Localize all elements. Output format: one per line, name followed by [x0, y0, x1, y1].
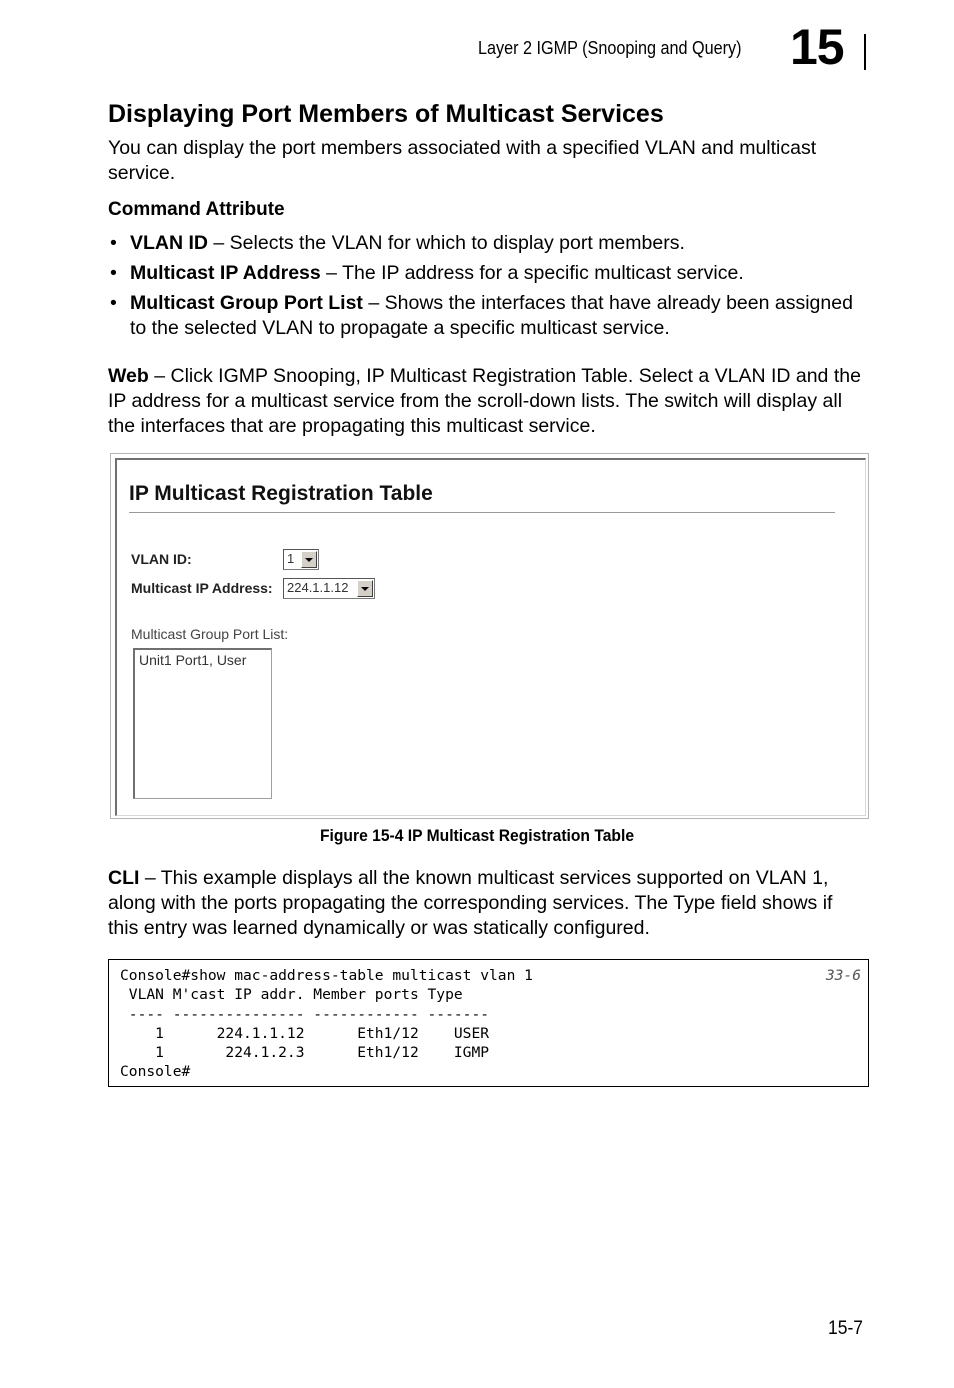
- vlan-id-value: 1: [287, 551, 295, 566]
- cli-paragraph: [108, 866, 868, 941]
- screenshot-frame: [115, 458, 866, 816]
- attribute-list: [108, 231, 868, 346]
- screenshot-figure: [110, 453, 869, 819]
- port-list-label: Multicast Group Port List:: [131, 626, 289, 642]
- command-reference: 33-6: [825, 967, 861, 984]
- vlan-id-select[interactable]: [283, 549, 319, 570]
- chapter-divider: [864, 34, 866, 70]
- list-item: • VLAN ID – Selects the VLAN for which to display port members.: [110, 232, 685, 254]
- page-number: 15-7: [828, 1318, 863, 1339]
- chevron-down-icon[interactable]: [301, 551, 317, 568]
- port-list-box[interactable]: [133, 648, 272, 799]
- attribute-desc: – Shows the interfaces that have already been assigned to the selected VLAN to propagate a specific multicast service.: [130, 292, 853, 339]
- attribute-term: Multicast Group Port List: [130, 292, 363, 314]
- cli-code-box: [108, 959, 869, 1087]
- multicast-ip-label: Multicast IP Address:: [131, 580, 273, 596]
- list-item: • Multicast Group Port List – Shows the interfaces that have already been assigned to the selected VLAN to propagate a specific multicast service.: [110, 292, 853, 339]
- chevron-down-icon[interactable]: [357, 580, 373, 597]
- window-title: IP Multicast Registration Table: [129, 482, 433, 505]
- web-paragraph: [108, 364, 868, 439]
- running-header: Layer 2 IGMP (Snooping and Query): [478, 38, 742, 58]
- list-item: • Multicast IP Address – The IP address for a specific multicast service.: [110, 262, 744, 284]
- cli-text: – This example displays all the known multicast services supported on VLAN 1, along with the ports propagating the corresponding services. The Type field shows if this entry was learned dynamically or was statically configured.: [108, 867, 833, 939]
- chapter-number: 15: [790, 19, 844, 75]
- vlan-id-label: VLAN ID:: [131, 551, 192, 567]
- attribute-term: VLAN ID: [130, 232, 208, 254]
- attribute-desc: – The IP address for a specific multicast service.: [320, 262, 744, 284]
- cli-code: Console#show mac-address-table multicast vlan 1 VLAN M'cast IP addr. Member ports Type ---- --------------- ------------ ------- 1 224.1.1.12 Eth1/12 USER 1 224.1.2.3 Eth1/12 IGMP Console#: [120, 967, 533, 1081]
- attribute-desc: – Selects the VLAN for which to display port members.: [208, 232, 685, 254]
- list-item[interactable]: Unit1 Port1, User: [139, 652, 247, 668]
- section-title: Displaying Port Members of Multicast Services: [108, 100, 664, 128]
- web-term: Web: [108, 365, 149, 387]
- attribute-term: Multicast IP Address: [130, 262, 321, 284]
- multicast-ip-value: 224.1.1.12: [287, 580, 349, 595]
- command-attribute-heading: Command Attribute: [108, 199, 285, 220]
- web-text: – Click IGMP Snooping, IP Multicast Registration Table. Select a VLAN ID and the IP address for a multicast service from the scroll-down lists. The switch will display all the interfaces that are propagating this multicast service.: [108, 365, 861, 437]
- title-rule: [129, 512, 835, 513]
- cli-term: CLI: [108, 867, 140, 889]
- multicast-ip-select[interactable]: [283, 578, 375, 599]
- intro-paragraph: You can display the port members associated with a specified VLAN and multicast service.: [108, 137, 817, 184]
- figure-caption: Figure 15-4 IP Multicast Registration Table: [319, 826, 635, 845]
